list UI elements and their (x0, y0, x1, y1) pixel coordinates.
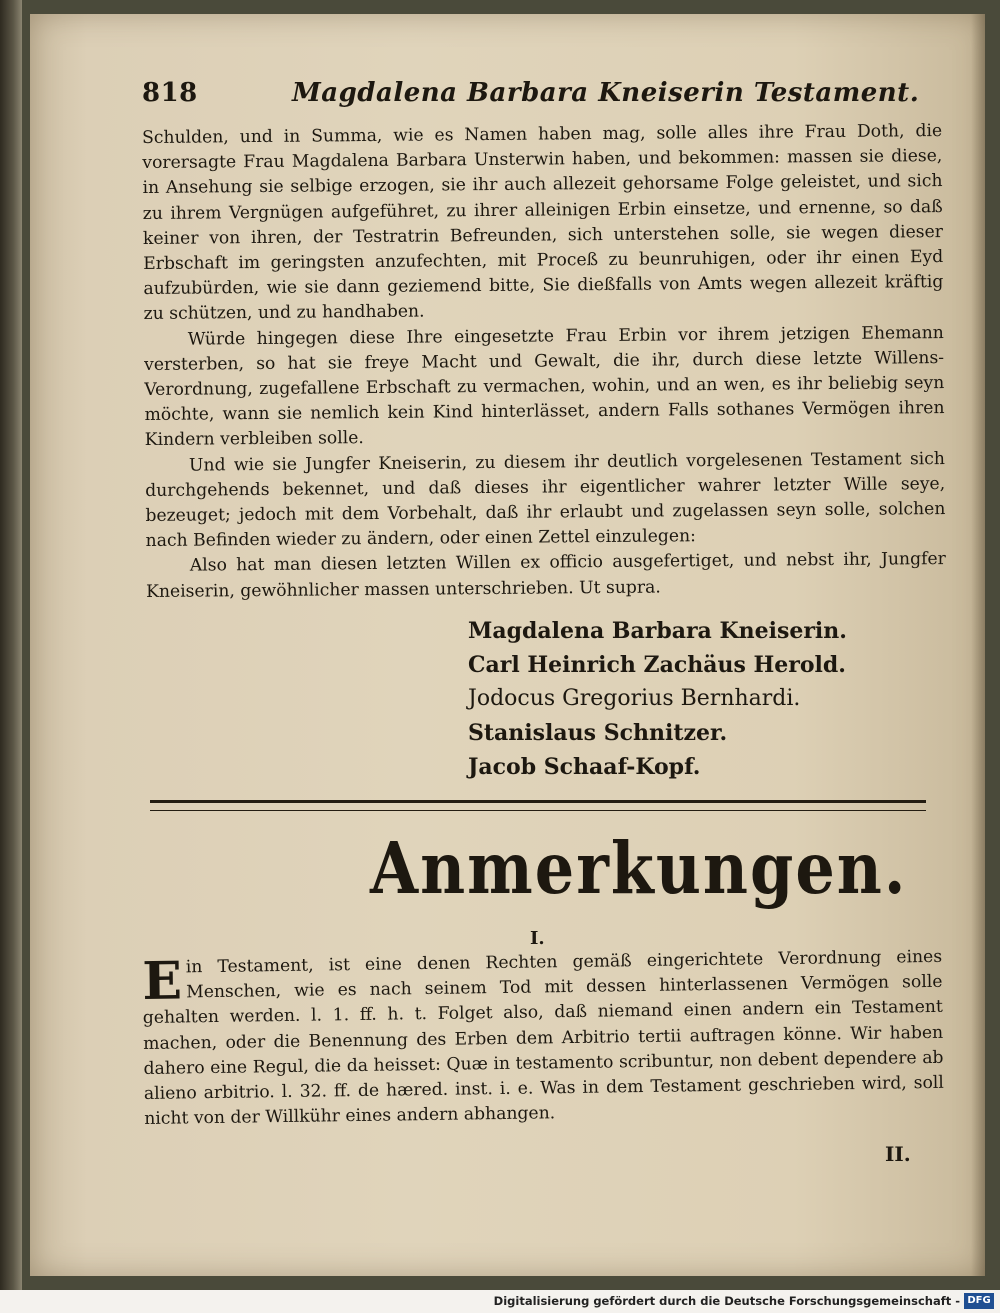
page-edge-shadow (971, 14, 985, 1276)
paragraph: Würde hingegen diese Ihre eingesetzte Frau Erbin vor ihrem jetzigen Ehemann versterben, so hat sie freye Macht und Gewalt, die ihr, durch diese letzte Willens-Verordnung, zugefallene Erbschaft zu vermachen, wohin, und an wen, es ihr beliebig seyn möchte, wann sie nemlich kein Kind hinterlässet, andern Falls sothanes Vermögen ihren Kindern verbleiben solle. (143, 322, 945, 451)
book-binding (0, 0, 22, 1290)
signature-block (468, 614, 888, 784)
annotation-text (142, 945, 944, 1133)
signature-witness: Stanislaus Schnitzer. (468, 720, 728, 746)
signature-witness: Jacob Schaaf-Kopf. (468, 754, 701, 780)
paragraph: Schulden, und in Summa, wie es Namen haben mag, solle alles ihre Frau Doth, die vorersagte Frau Magdalena Barbara Unsterwin haben, und bekommen: massen sie diese, in Ansehung sie selbige erzogen, sie ihr auch allezeit gehorsame Folge geleistet, und sich zu ihrem Vergnügen aufgeführet, zu ihrer alleinigen Erbin einsetze, und ernenne, so daß keiner von ihren, der Testratrin Befreunden, sich unterstehen solle, sie wegen dieser Erbschaft im geringsten anzufechten, mit Proceß zu beunruhigen, oder ihr einen Eyd aufzubürden, wie sie dann geziemend bitte, Sie dießfalls von Amts wegen allezeit kräftig zu schützen, und zu handhaben. (142, 121, 944, 325)
section-divider-rule (150, 800, 926, 811)
signature-witness: Carl Heinrich Zachäus Herold. (468, 652, 846, 678)
paragraph: Also hat man diesen letzten Willen ex officio ausgefertiget, und nebst ihr, Jungfer Kneiserin, gewöhnlicher massen unterschrieben. Ut supra. (145, 549, 946, 602)
running-title: Magdalena Barbara Kneiserin Testament. (292, 78, 920, 108)
section-numeral: I. (530, 928, 545, 949)
annotation-paragraph (142, 945, 944, 1133)
page-number: 818 (142, 78, 198, 108)
footer-credit: Digitalisierung gefördert durch die Deutsche Forschungsgemeinschaft - (493, 1294, 960, 1308)
footer-bar (0, 1290, 1000, 1313)
running-head (142, 78, 932, 118)
annotation-body: in Testament, ist eine denen Rechten gemäß eingerichtete Verordnung eines Menschen, wie es nach seinem Tod mit dessen hinterlassenen Vermögen solle gehalten werden. l. 1. ff. h. t. Folget also, daß niemand einen andern ein Testament machen, oder die Benennung des Erben dem Arbitrio tertii auftragen könne. Wir haben dahero eine Regul, die da heisset: Quæ in testamento scribuntur, non debent dependere ab alieno arbitrio. l. 32. ff. de hæred. inst. i. e. Was in dem Testament geschrieben wird, soll nicht von der Willkühr eines andern abhangen. (142, 946, 944, 1130)
paragraph: Und wie sie Jungfer Kneiserin, zu diesem ihr deutlich vorgelesenen Testament sich durchgehends bekennet, und daß dieses ihr eigentlicher wahrer letzter Wille seye, bezeuget; jedoch mit dem Vorbehalt, daß ihr erlaubt und zugelassen seyn solle, solchen nach Befinden wieder zu ändern, oder einen Zettel einzulegen: (145, 448, 946, 552)
body-text (142, 119, 946, 605)
catchword: II. (885, 1142, 911, 1166)
section-heading: Anmerkungen. (370, 826, 908, 911)
book-page (30, 14, 985, 1276)
dfg-logo-icon: DFG (964, 1293, 994, 1309)
signature-witness: Jodocus Gregorius Bernhardi. (468, 686, 801, 711)
signature-testatrix: Magdalena Barbara Kneiserin. (468, 618, 847, 644)
drop-cap: E (141, 950, 183, 1012)
